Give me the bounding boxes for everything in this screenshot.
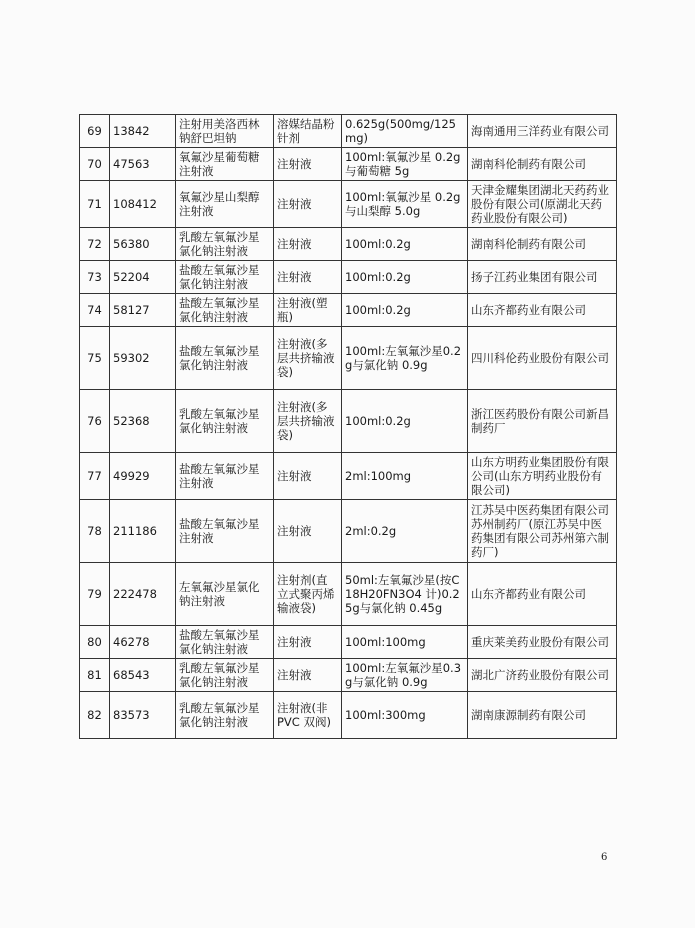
cell-drug-code: 46278 bbox=[110, 626, 176, 659]
cell-specification: 100ml:0.2g bbox=[342, 261, 468, 294]
cell-drug-name: 盐酸左氧氟沙星氯化钠注射液 bbox=[176, 327, 274, 390]
cell-drug-code: 13842 bbox=[110, 115, 176, 148]
table-row bbox=[80, 327, 617, 390]
cell-drug-code: 68543 bbox=[110, 659, 176, 692]
cell-manufacturer: 江苏吴中医药集团有限公司苏州制药厂(原江苏吴中医药集团有限公司苏州第六制药厂) bbox=[468, 500, 617, 563]
cell-drug-name: 乳酸左氧氟沙星氯化钠注射液 bbox=[176, 390, 274, 453]
cell-dosage-form: 注射液 bbox=[274, 659, 342, 692]
cell-manufacturer: 四川科伦药业股份有限公司 bbox=[468, 327, 617, 390]
cell-row-number: 80 bbox=[80, 626, 110, 659]
table-row bbox=[80, 453, 617, 500]
cell-manufacturer: 山东齐都药业有限公司 bbox=[468, 294, 617, 327]
cell-specification: 50ml:左氧氟沙星(按C18H20FN3O4 计)0.25g与氯化钠 0.45g bbox=[342, 563, 468, 626]
cell-dosage-form: 注射液 bbox=[274, 148, 342, 181]
cell-manufacturer: 湖南康源制药有限公司 bbox=[468, 692, 617, 739]
cell-drug-name: 盐酸左氧氟沙星注射液 bbox=[176, 453, 274, 500]
cell-specification: 100ml:左氧氟沙星0.2g与氯化钠 0.9g bbox=[342, 327, 468, 390]
cell-dosage-form: 注射液(多层共挤输液袋) bbox=[274, 390, 342, 453]
cell-drug-code: 211186 bbox=[110, 500, 176, 563]
cell-drug-name: 乳酸左氧氟沙星氯化钠注射液 bbox=[176, 692, 274, 739]
cell-dosage-form: 注射液 bbox=[274, 181, 342, 228]
cell-specification: 100ml:氧氟沙星 0.2g与山梨醇 5.0g bbox=[342, 181, 468, 228]
cell-drug-code: 108412 bbox=[110, 181, 176, 228]
cell-specification: 100ml:氧氟沙星 0.2g与葡萄糖 5g bbox=[342, 148, 468, 181]
cell-drug-name: 乳酸左氧氟沙星氯化钠注射液 bbox=[176, 228, 274, 261]
cell-dosage-form: 注射剂(直立式聚丙烯输液袋) bbox=[274, 563, 342, 626]
cell-drug-code: 59302 bbox=[110, 327, 176, 390]
cell-drug-code: 47563 bbox=[110, 148, 176, 181]
cell-drug-code: 52368 bbox=[110, 390, 176, 453]
cell-drug-code: 83573 bbox=[110, 692, 176, 739]
cell-manufacturer: 湖南科伦制药有限公司 bbox=[468, 148, 617, 181]
cell-row-number: 72 bbox=[80, 228, 110, 261]
cell-row-number: 71 bbox=[80, 181, 110, 228]
cell-row-number: 76 bbox=[80, 390, 110, 453]
cell-dosage-form: 注射液(多层共挤输液袋) bbox=[274, 327, 342, 390]
cell-drug-code: 52204 bbox=[110, 261, 176, 294]
cell-specification: 100ml:0.2g bbox=[342, 294, 468, 327]
cell-manufacturer: 海南通用三洋药业有限公司 bbox=[468, 115, 617, 148]
cell-manufacturer: 湖北广济药业股份有限公司 bbox=[468, 659, 617, 692]
cell-row-number: 70 bbox=[80, 148, 110, 181]
cell-row-number: 78 bbox=[80, 500, 110, 563]
cell-manufacturer: 天津金耀集团湖北天药药业股份有限公司(原湖北天药药业股份有限公司) bbox=[468, 181, 617, 228]
cell-dosage-form: 注射液 bbox=[274, 261, 342, 294]
table-row bbox=[80, 181, 617, 228]
cell-row-number: 82 bbox=[80, 692, 110, 739]
cell-drug-code: 58127 bbox=[110, 294, 176, 327]
cell-row-number: 73 bbox=[80, 261, 110, 294]
cell-specification: 2ml:100mg bbox=[342, 453, 468, 500]
cell-manufacturer: 湖南科伦制药有限公司 bbox=[468, 228, 617, 261]
cell-drug-code: 222478 bbox=[110, 563, 176, 626]
cell-drug-name: 氧氟沙星葡萄糖注射液 bbox=[176, 148, 274, 181]
cell-drug-name: 盐酸左氧氟沙星氯化钠注射液 bbox=[176, 261, 274, 294]
cell-manufacturer: 山东方明药业集团股份有限公司(山东方明药业股份有限公司) bbox=[468, 453, 617, 500]
cell-dosage-form: 注射液(非 PVC 双阀) bbox=[274, 692, 342, 739]
table-row bbox=[80, 659, 617, 692]
table-row bbox=[80, 294, 617, 327]
cell-dosage-form: 注射液 bbox=[274, 500, 342, 563]
cell-specification: 100ml:0.2g bbox=[342, 228, 468, 261]
cell-drug-code: 56380 bbox=[110, 228, 176, 261]
cell-specification: 2ml:0.2g bbox=[342, 500, 468, 563]
cell-specification: 100ml:左氧氟沙星0.3g与氯化钠 0.9g bbox=[342, 659, 468, 692]
table-row bbox=[80, 261, 617, 294]
cell-dosage-form: 注射液 bbox=[274, 626, 342, 659]
cell-drug-name: 氧氟沙星山梨醇注射液 bbox=[176, 181, 274, 228]
cell-drug-name: 左氧氟沙星氯化钠注射液 bbox=[176, 563, 274, 626]
cell-specification: 100ml:100mg bbox=[342, 626, 468, 659]
cell-drug-name: 注射用美洛西林钠舒巴坦钠 bbox=[176, 115, 274, 148]
cell-manufacturer: 山东齐都药业有限公司 bbox=[468, 563, 617, 626]
table-row bbox=[80, 500, 617, 563]
cell-dosage-form: 溶媒结晶粉针剂 bbox=[274, 115, 342, 148]
table-row bbox=[80, 390, 617, 453]
page-number: 6 bbox=[601, 852, 608, 863]
cell-row-number: 81 bbox=[80, 659, 110, 692]
table-body bbox=[80, 115, 617, 739]
table-row bbox=[80, 626, 617, 659]
cell-dosage-form: 注射液(塑瓶) bbox=[274, 294, 342, 327]
cell-drug-name: 盐酸左氧氟沙星注射液 bbox=[176, 500, 274, 563]
cell-row-number: 75 bbox=[80, 327, 110, 390]
cell-manufacturer: 重庆莱美药业股份有限公司 bbox=[468, 626, 617, 659]
table-row bbox=[80, 228, 617, 261]
cell-drug-name: 盐酸左氧氟沙星氯化钠注射液 bbox=[176, 294, 274, 327]
table-row bbox=[80, 148, 617, 181]
cell-manufacturer: 浙江医药股份有限公司新昌制药厂 bbox=[468, 390, 617, 453]
cell-row-number: 79 bbox=[80, 563, 110, 626]
cell-specification: 100ml:300mg bbox=[342, 692, 468, 739]
table-row bbox=[80, 115, 617, 148]
cell-dosage-form: 注射液 bbox=[274, 228, 342, 261]
cell-specification: 100ml:0.2g bbox=[342, 390, 468, 453]
cell-drug-name: 盐酸左氧氟沙星氯化钠注射液 bbox=[176, 626, 274, 659]
table-row bbox=[80, 563, 617, 626]
drug-table bbox=[79, 114, 617, 739]
cell-manufacturer: 扬子江药业集团有限公司 bbox=[468, 261, 617, 294]
cell-row-number: 77 bbox=[80, 453, 110, 500]
cell-drug-code: 49929 bbox=[110, 453, 176, 500]
cell-dosage-form: 注射液 bbox=[274, 453, 342, 500]
cell-row-number: 69 bbox=[80, 115, 110, 148]
cell-drug-name: 乳酸左氧氟沙星氯化钠注射液 bbox=[176, 659, 274, 692]
cell-specification: 0.625g(500mg/125mg) bbox=[342, 115, 468, 148]
table-row bbox=[80, 692, 617, 739]
cell-row-number: 74 bbox=[80, 294, 110, 327]
